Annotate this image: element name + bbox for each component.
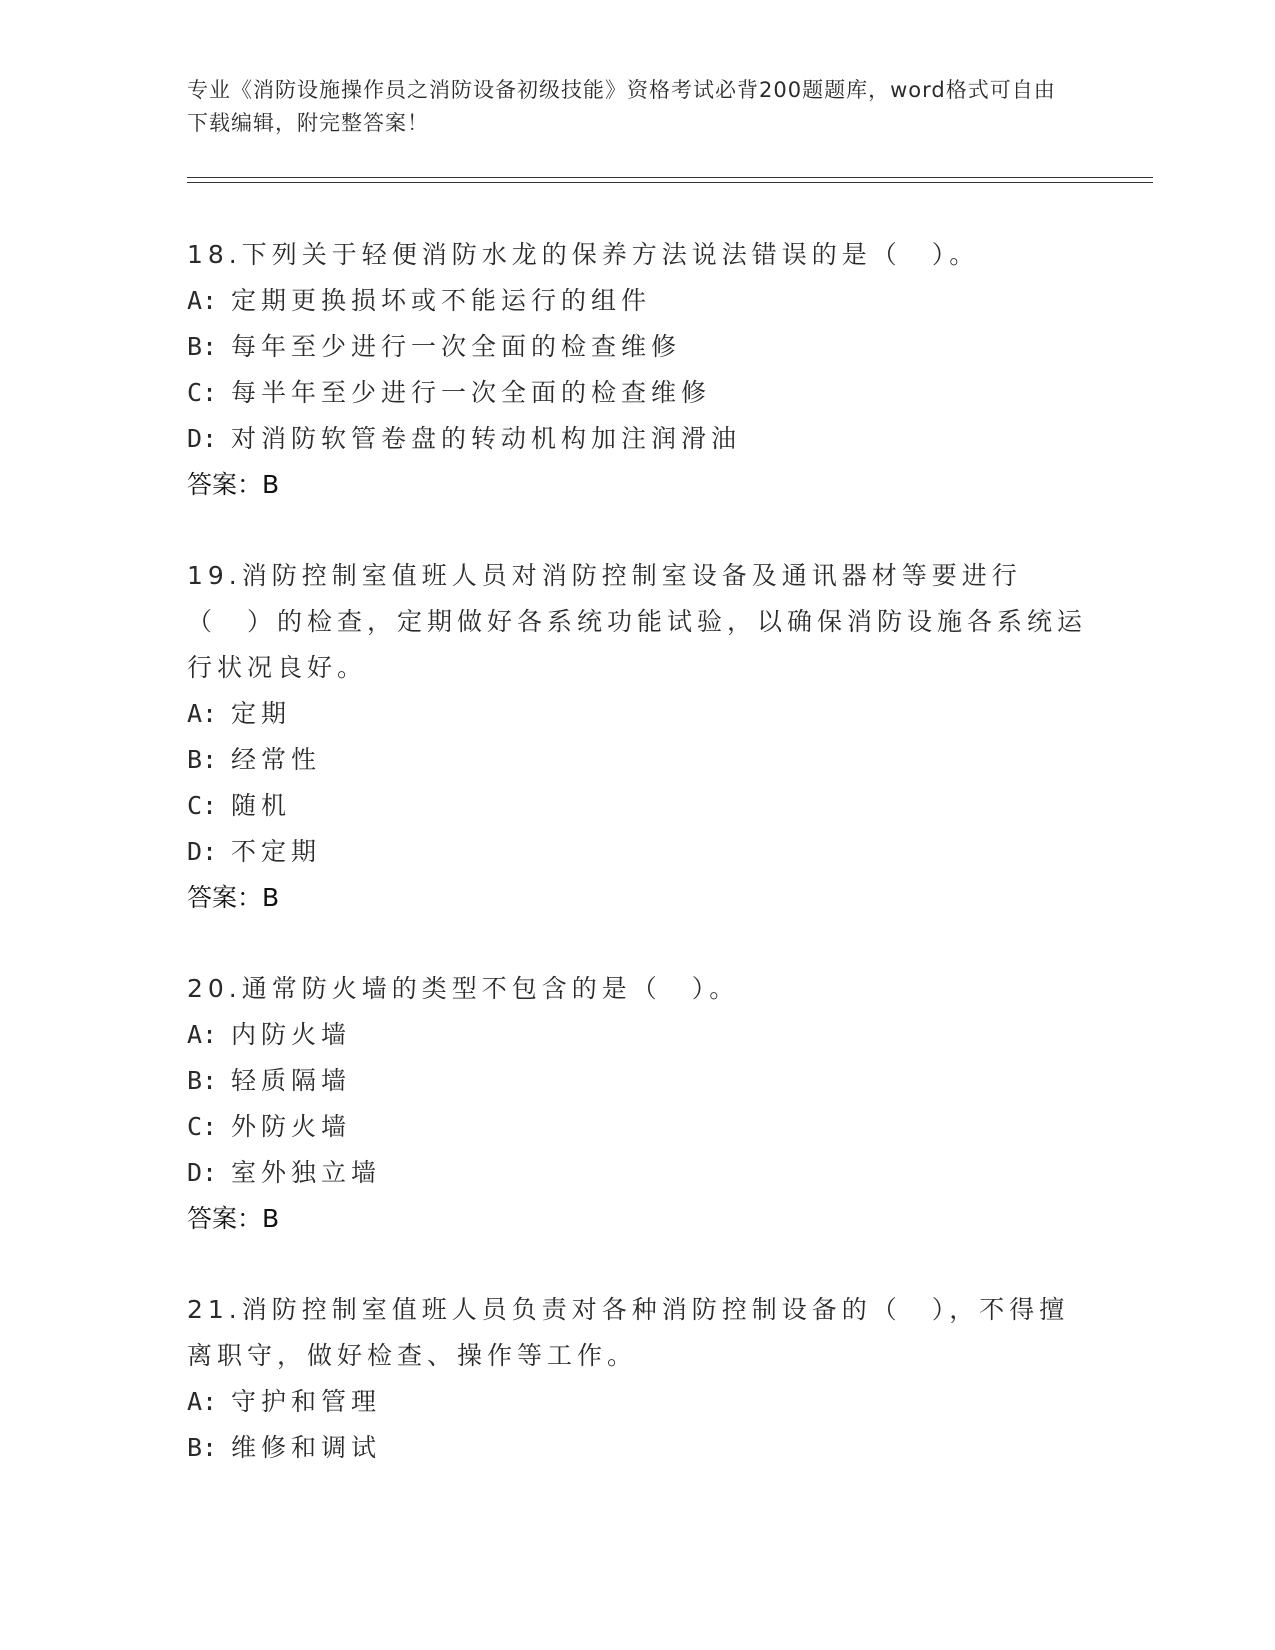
option-text: 对消防软管卷盘的转动机构加注润滑油 [231, 424, 742, 453]
option-text: 每半年至少进行一次全面的检查维修 [231, 378, 712, 407]
option-text: 经常性 [231, 745, 322, 774]
option-b [187, 324, 1087, 370]
option-text: 轻质隔墙 [231, 1066, 352, 1095]
option-a [187, 1012, 1087, 1058]
option-key: D: [187, 424, 218, 453]
option-text: 维修和调试 [231, 1433, 382, 1462]
question-19 [187, 553, 1087, 921]
document-header: 专业《消防设施操作员之消防设备初级技能》资格考试必背200题题库，word格式可自由下载编辑，附完整答案！ [187, 78, 1056, 135]
header-divider-top [187, 177, 1153, 178]
option-key: B: [187, 1433, 218, 1462]
option-text: 内防火墙 [231, 1020, 352, 1049]
option-text: 定期更换损坏或不能运行的组件 [231, 286, 652, 315]
option-key: C: [187, 378, 218, 407]
option-key: A: [187, 1387, 218, 1416]
option-text: 定期 [231, 699, 292, 728]
option-key: A: [187, 699, 218, 728]
option-key: A: [187, 1020, 218, 1049]
question-21 [187, 1287, 1087, 1471]
option-key: B: [187, 332, 218, 361]
option-c [187, 1104, 1087, 1150]
question-stem: 21.消防控制室值班人员负责对各种消防控制设备的（ ），不得擅离职守，做好检查、操作等工作。 [187, 1295, 1070, 1370]
option-key: B: [187, 1066, 218, 1095]
option-a [187, 691, 1087, 737]
question-stem: 18.下列关于轻便消防水龙的保养方法说法错误的是（ ）。 [187, 240, 980, 269]
option-text: 外防火墙 [231, 1112, 352, 1141]
option-text: 室外独立墙 [231, 1158, 382, 1187]
option-c [187, 370, 1087, 416]
option-a [187, 278, 1087, 324]
answer-line: 答案：B [187, 883, 280, 912]
header-divider-bottom [187, 182, 1153, 183]
option-text: 每年至少进行一次全面的检查维修 [231, 332, 682, 361]
question-20 [187, 966, 1087, 1242]
option-key: B: [187, 745, 218, 774]
option-text: 随机 [231, 791, 292, 820]
question-stem: 19.消防控制室值班人员对消防控制室设备及通讯器材等要进行（ ）的检查，定期做好各系统功能试验，以确保消防设施各系统运行状况良好。 [187, 561, 1088, 682]
option-key: D: [187, 1158, 218, 1187]
option-d [187, 416, 1087, 462]
option-b [187, 1058, 1087, 1104]
answer-line: 答案：B [187, 1204, 280, 1233]
option-c [187, 783, 1087, 829]
option-key: C: [187, 791, 218, 820]
option-d [187, 1150, 1087, 1196]
option-b [187, 737, 1087, 783]
question-list [187, 232, 1087, 1516]
option-key: D: [187, 837, 218, 866]
option-b [187, 1425, 1087, 1471]
option-text: 守护和管理 [231, 1387, 382, 1416]
answer-line: 答案：B [187, 470, 280, 499]
option-a [187, 1379, 1087, 1425]
question-stem: 20.通常防火墙的类型不包含的是（ ）。 [187, 974, 740, 1003]
option-d [187, 829, 1087, 875]
option-key: C: [187, 1112, 218, 1141]
option-text: 不定期 [231, 837, 322, 866]
question-18 [187, 232, 1087, 508]
option-key: A: [187, 286, 218, 315]
